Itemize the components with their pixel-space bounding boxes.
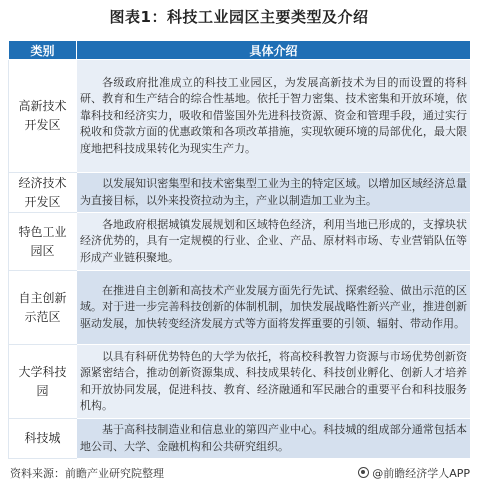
table-row xyxy=(9,419,471,459)
types-table xyxy=(8,40,471,459)
header-category: 类别 xyxy=(9,41,77,60)
table-row xyxy=(9,213,471,271)
brand-label: @前瞻经济学人APP xyxy=(372,467,470,480)
row-category: 大学科技园 xyxy=(9,345,77,419)
page-title: 图表1：科技工业园区主要类型及介绍 xyxy=(109,8,369,26)
row-description: 以具有科研优势特色的大学为依托，将高校科教智力资源与市场优势创新资源紧密结合，推动创新资源集成、科技成果转化、科技创业孵化、创新人才培养和开放协同发展，促进科技、教育、经济融通和军民融合的重要平台和科技服务机构。 xyxy=(77,345,471,419)
table-header-row xyxy=(9,41,471,60)
source-note: 资料来源：前瞻产业研究院整理 xyxy=(10,467,164,480)
row-description: 各地政府根据城镇发展规划和区域特色经济，利用当地已形成的，支撑块状经济优势的，具有一定规模的行业、企业、产品、原材料市场、专业营销队伍等形成产业链积聚地。 xyxy=(77,213,471,271)
brand-credit xyxy=(358,465,470,481)
table-row xyxy=(9,173,471,213)
row-category: 科技城 xyxy=(9,419,77,459)
row-description: 以发展知识密集型和技术密集型工业为主的特定区域。以增加区域经济总量为直接目标，以外来投资拉动为主，产业以制造加工业为主。 xyxy=(77,173,471,213)
row-category: 高新技术开发区 xyxy=(9,60,77,173)
row-category: 自主创新示范区 xyxy=(9,271,77,345)
row-description: 基于高科技制造业和信息业的第四产业中心。科技城的组成部分通常包括本地公司、大学、金融机构和公共研究组织。 xyxy=(77,419,471,459)
brand-logo-icon xyxy=(358,467,369,478)
row-category: 特色工业园区 xyxy=(9,213,77,271)
table-row xyxy=(9,60,471,173)
table-row xyxy=(9,345,471,419)
footer xyxy=(10,465,470,483)
table-row xyxy=(9,271,471,345)
row-description: 在推进自主创新和高技术产业发展方面先行先试、探索经验、做出示范的区域。对于进一步完善科技创新的体制机制，加快发展战略性新兴产业，推进创新驱动发展，加快转变经济发展方式等方面将发挥重要的引领、辐射、带动作用。 xyxy=(77,271,471,345)
header-description: 具体介绍 xyxy=(77,41,471,60)
row-description: 各级政府批准成立的科技工业园区，为发展高新技术为目的而设置的将科研、教育和生产结合的综合性基地。依托于智力密集、技术密集和开放环境，依靠科技和经济实力，吸收和借鉴国外先进科技资源、资金和管理手段，通过实行税收和贷款方面的优惠政策和各项改革措施，实现软硬环境的局部优化，最大限度地把科技成果转化为现实生产力。 xyxy=(77,60,471,173)
row-category: 经济技术开发区 xyxy=(9,173,77,213)
